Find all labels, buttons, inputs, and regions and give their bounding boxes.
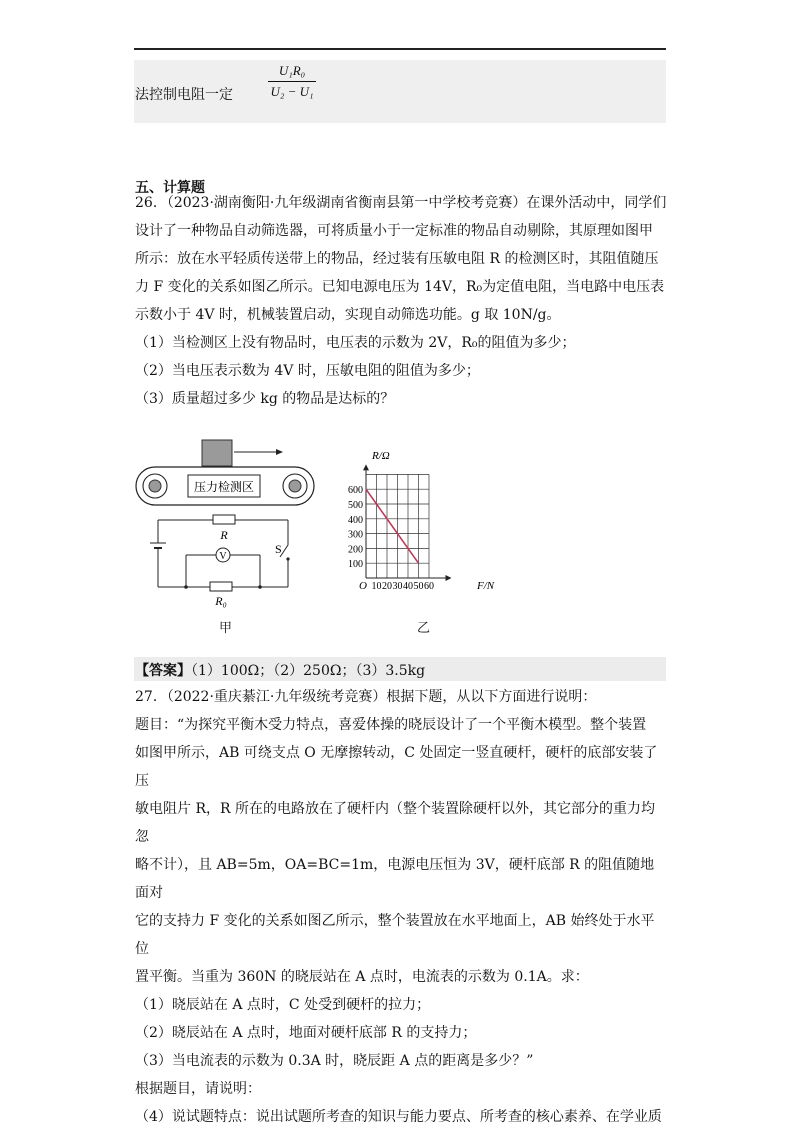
right-roller-hub — [289, 480, 301, 492]
figure-b-caption: 乙 — [417, 621, 431, 636]
junction-dot — [258, 585, 262, 589]
q26-line: （1）当检测区上没有物品时，电压表的示数为 2V，R₀的阻值为多少； — [135, 335, 576, 351]
chart-x-label: F/N — [477, 580, 495, 592]
q27-line: 如图甲所示，AB 可绕支点 O 无摩擦转动，C 处固定一竖直硬杆，硬杆的底部安装了压 — [135, 745, 658, 789]
q27-line: 置平衡。当重为 360N 的晓辰站在 A 点时，电流表的示数为 0.1A。求： — [135, 969, 589, 985]
q27-line: 它的支持力 F 变化的关系如图乙所示，整个装置放在水平地面上，AB 始终处于水平位 — [135, 913, 655, 957]
answer-tag: 【答案】 — [135, 663, 191, 679]
x-tick-label: 50 — [413, 581, 424, 592]
q27-text — [135, 683, 667, 1131]
y-tick-label: 200 — [348, 544, 363, 556]
top-rule — [134, 48, 666, 50]
label-S: S — [275, 542, 282, 556]
answer-value: （1）100Ω；（2）250Ω；（3）3.5kg — [191, 663, 426, 679]
answer-line — [135, 660, 425, 680]
q27-line: （2）晓辰站在 A 点时，地面对硬杆底部 R 的支持力； — [135, 1025, 477, 1041]
q26-line: 示数小于 4V 时，机械装置启动，实现自动筛选功能。g 取 10N/g。 — [135, 307, 561, 323]
prev-formula — [268, 62, 316, 101]
data-line — [366, 489, 419, 563]
q27-line: 略不计），且 AB=5m，OA=BC=1m，电源电压恒为 3V，硬杆底部 R 的阻值随地面对 — [135, 857, 655, 901]
q26-line: 所示：放在水平轻质传送带上的物品，经过装有压敏电阻 R 的检测区时，其阻值随压 — [135, 251, 659, 267]
junction-dot — [184, 585, 188, 589]
figure-a-caption: 甲 — [219, 621, 233, 636]
y-tick-label: 400 — [348, 514, 363, 526]
resistor-R — [213, 515, 235, 524]
q27-line: 题目：“为探究平衡木受力特点，喜爱体操的晓辰设计了一个平衡木模型。整个装置 — [135, 717, 647, 733]
q27-line: 27．（2022·重庆綦江·九年级统考竞赛）根据下题，从以下方面进行说明： — [135, 689, 597, 705]
x-tick-label: 60 — [424, 581, 434, 592]
motion-arrowhead — [276, 449, 283, 455]
label-R: R — [220, 528, 228, 542]
figure-a — [130, 435, 330, 635]
x-axis-arrow — [446, 575, 452, 581]
fraction-bar — [268, 81, 316, 82]
y-axis-arrow — [363, 464, 369, 470]
q26-text — [135, 189, 667, 413]
detect-zone-label: 压力检测区 — [193, 480, 255, 494]
formula-denominator: U₂ − U₁ — [270, 84, 314, 99]
q27-line: 敏电阻片 R，R 所在的电路放在了硬杆内（整个装置除硬杆以外，其它部分的重力均忽 — [135, 801, 655, 845]
left-roller-hub — [149, 480, 161, 492]
voltmeter-label: V — [219, 551, 227, 562]
q27-line: （1）晓辰站在 A 点时，C 处受到硬杆的拉力； — [135, 997, 431, 1013]
q26-line: （3）质量超过多少 kg 的物品是达标的？ — [135, 391, 395, 407]
x-tick-label: 40 — [403, 581, 413, 592]
formula-numerator: U₁R₀ — [278, 63, 306, 78]
chart-origin: O — [359, 580, 367, 592]
y-tick-label: 600 — [348, 485, 363, 497]
q26-line: （2）当电压表示数为 4V 时，压敏电阻的阻值为多少； — [135, 363, 480, 379]
q26-line: 设计了一种物品自动筛选器，可将质量小于一定标准的物品自动剔除，其原理如图甲 — [135, 223, 653, 239]
object-box — [202, 440, 232, 466]
section-title: 五、计算题 — [135, 180, 205, 196]
q27-line: 根据题目，请说明： — [135, 1081, 261, 1097]
q26-line: 力 F 变化的关系如图乙所示。已知电源电压为 14V，R₀为定值电阻，当电路中电压表 — [135, 279, 665, 295]
q26-line: 26．（2023·湖南衡阳·九年级湖南省衡南县第一中学校考竞赛）在课外活动中，同学们 — [135, 195, 667, 211]
y-tick-label: 500 — [348, 500, 363, 511]
x-tick-label: 10 — [371, 581, 382, 592]
prev-method-text: 法控制电阻一定 — [135, 87, 233, 103]
q27-line: （4）说试题特点：说出试题所考查的知识与能力要点、所考查的核心素养、在学业质 — [135, 1109, 662, 1125]
y-tick-label: 100 — [348, 559, 363, 571]
x-tick-label: 30 — [392, 581, 403, 592]
figure-b-chart — [350, 445, 510, 600]
q27-line: （3）当电流表的示数为 0.3A 时，晓辰距 A 点的距离是多少？” — [135, 1053, 534, 1069]
resistor-R0 — [210, 582, 232, 591]
x-tick-label: 20 — [382, 581, 392, 592]
label-R0: R₀ — [215, 594, 227, 608]
chart-y-label: R/Ω — [372, 450, 390, 462]
y-tick-label: 300 — [348, 529, 363, 541]
